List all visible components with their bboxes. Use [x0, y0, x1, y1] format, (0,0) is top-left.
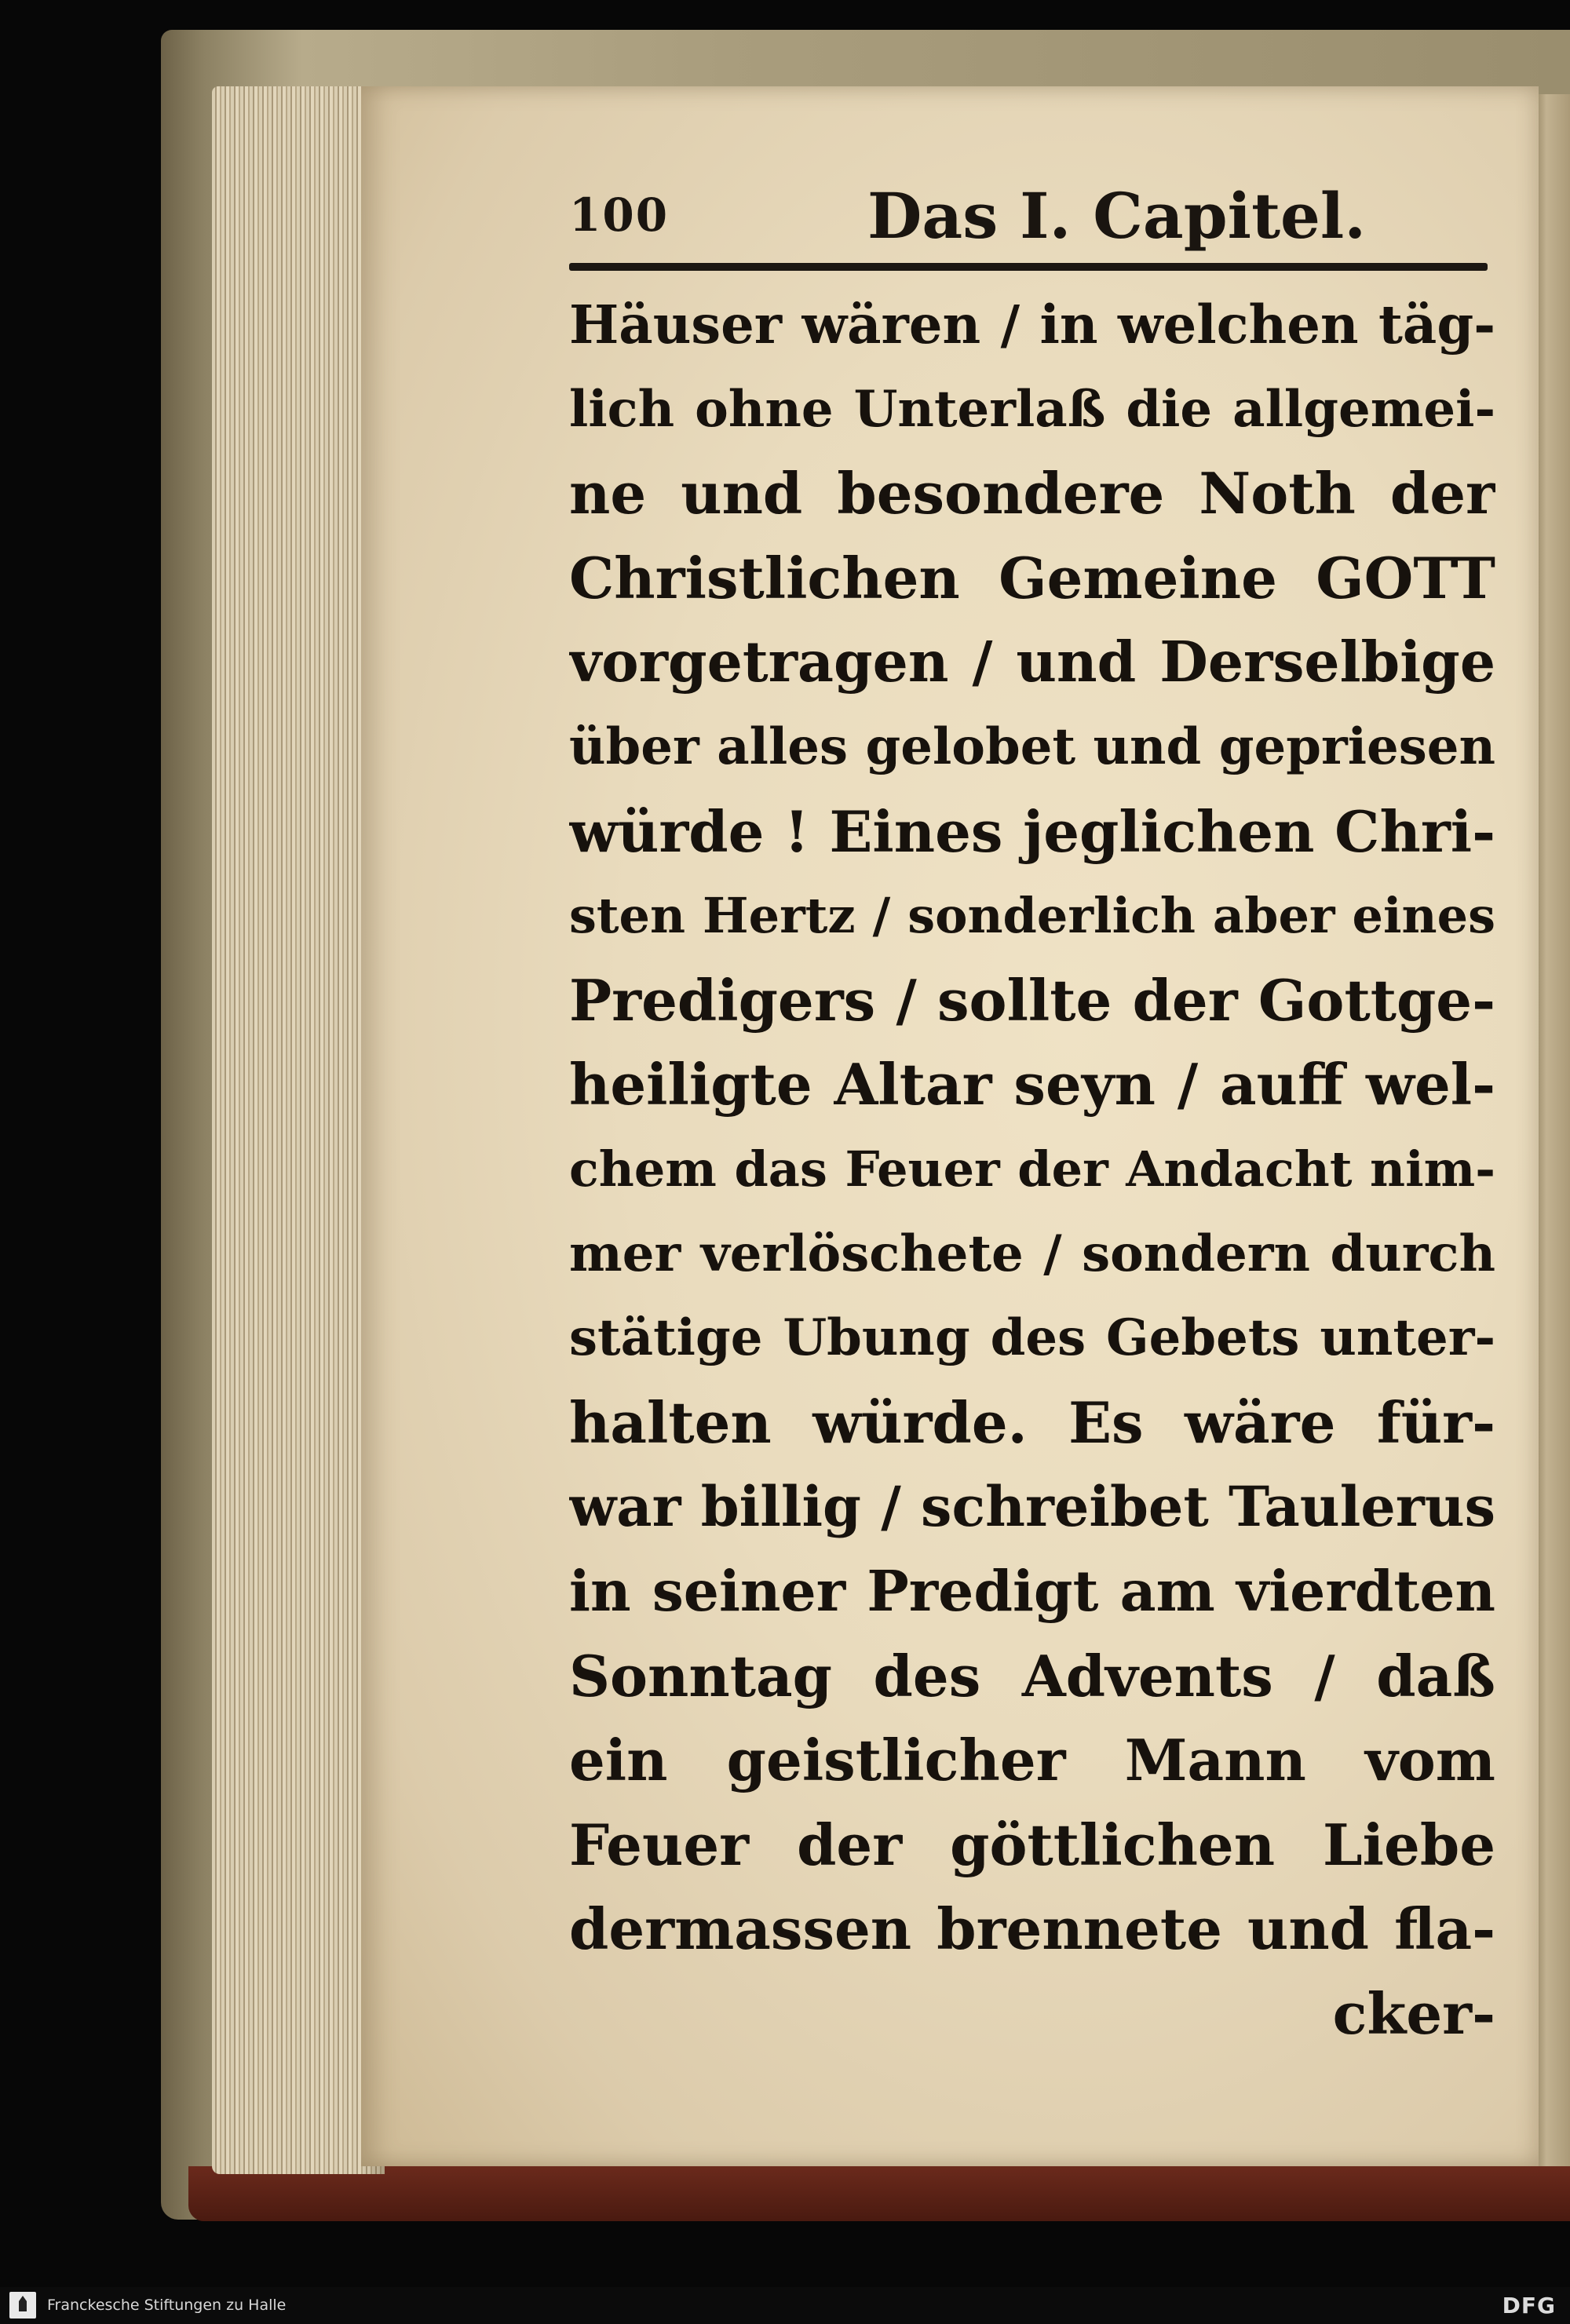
text-line: Häuser wären / in welchen täg- — [569, 294, 1495, 356]
text-line: lich ohne Unterlaß die allgemei- — [569, 379, 1495, 439]
text-line: Predigers / sollte der Gottge- — [569, 966, 1495, 1034]
header-rule — [569, 263, 1488, 271]
page-number: 100 — [569, 188, 670, 242]
book-cover-bottom-edge — [188, 2166, 1570, 2221]
text-line: sten Hertz / sonderlich aber eines — [569, 887, 1495, 945]
text-line: ein geistlicher Mann vom — [569, 1727, 1495, 1794]
footer-funder-logo: DFG — [1502, 2293, 1556, 2319]
text-line: würde ! Eines jeglichen Chri- — [569, 797, 1495, 865]
text-line: war billig / schreibet Taulerus — [569, 1474, 1495, 1540]
page-edges-stack — [212, 86, 385, 2174]
text-line: chem das Feuer der Andacht nim- — [569, 1140, 1495, 1198]
institution-logo-icon — [9, 2292, 36, 2319]
running-head: Das I. Capitel. — [867, 179, 1367, 253]
text-line: ne und besondere Noth der — [569, 460, 1495, 527]
body-text — [569, 283, 1495, 2056]
catchword: cker- — [1332, 1979, 1495, 2047]
footer-institution: Franckesche Stiftungen zu Halle — [47, 2297, 287, 2314]
text-line: vorgetragen / und Derselbige — [569, 629, 1495, 695]
text-line: Feuer der göttlichen Liebe — [569, 1811, 1495, 1878]
text-line: in seiner Predigt am vierdten — [569, 1557, 1495, 1624]
page-header — [569, 179, 1492, 265]
text-line: heiligte Altar seyn / auff wel- — [569, 1051, 1495, 1118]
text-line: stätige Ubung des Gebets unter- — [569, 1308, 1495, 1368]
text-line: dermassen brennete und fla- — [569, 1895, 1495, 1963]
text-line: halten würde. Es wäre für- — [569, 1388, 1495, 1456]
text-line: Christlichen Gemeine GOTT — [569, 544, 1495, 611]
text-line: mer verlöschete / sondern durch — [569, 1224, 1495, 1283]
text-line: über alles gelobet und gepriesen — [569, 717, 1495, 776]
footer-bar — [0, 2287, 1570, 2324]
text-line: Sonntag des Advents / daß — [569, 1642, 1495, 1709]
